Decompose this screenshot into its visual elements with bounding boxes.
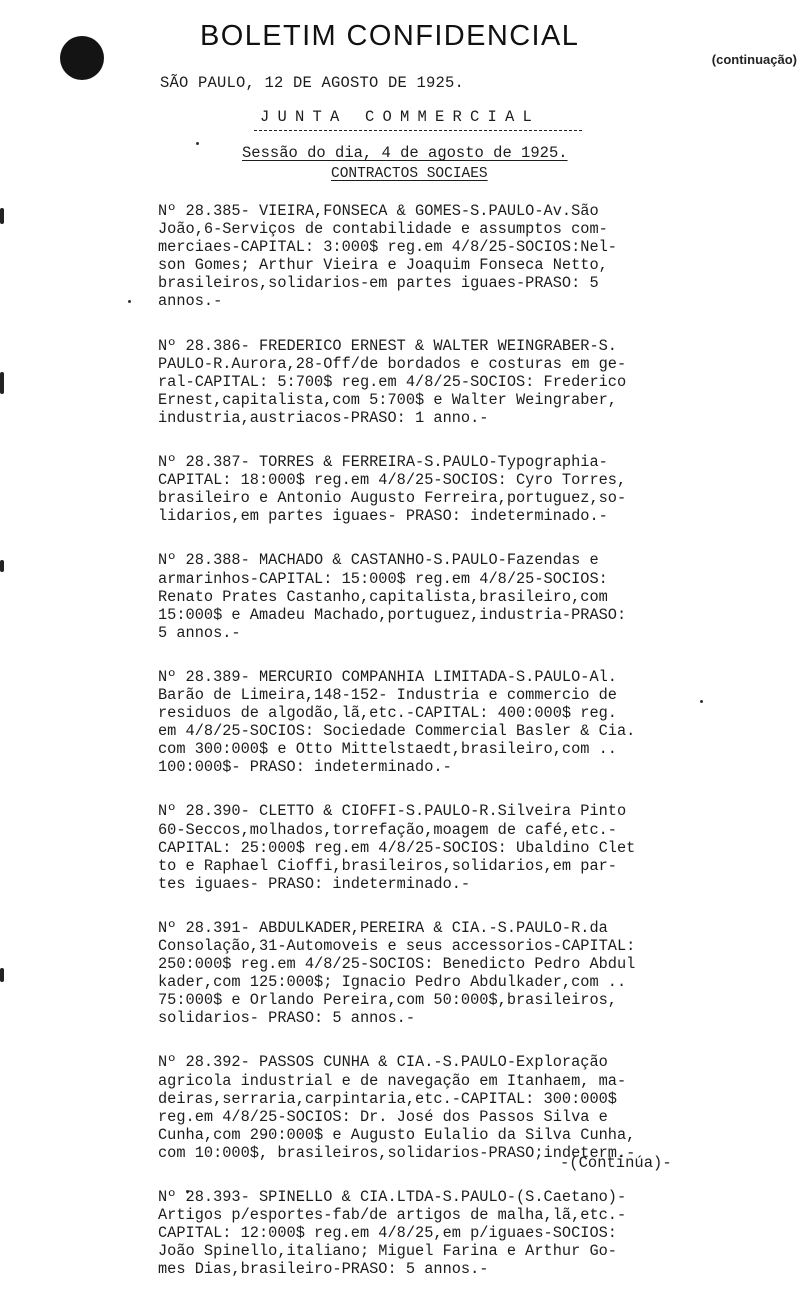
- entry-line: industria,austriacos-PRASO: 1 anno.-: [158, 408, 489, 427]
- entry-line: Artigos p/esportes-fab/de artigos de malha,lã,etc.-: [158, 1206, 627, 1225]
- entry-line: Nº 28.386- FREDERICO ERNEST & WALTER WEINGRABER-S.: [158, 336, 617, 355]
- entry-line: to e Raphael Cioffi,brasileiros,solidarios,em par-: [158, 856, 617, 875]
- section-heading: JUNTA COMMERCIAL: [260, 108, 541, 126]
- list-item: [158, 668, 688, 777]
- entry-line: Nº 28.390- CLETTO & CIOFFI-S.PAULO-R.Silveira Pinto: [158, 802, 627, 821]
- entry-line: son Gomes; Arthur Vieira e Joaquim Fonseca Netto,: [158, 256, 608, 275]
- dateline: SÃO PAULO, 12 DE AGOSTO DE 1925.: [160, 74, 465, 92]
- speck: [700, 700, 703, 703]
- entry-line: brasileiros,solidarios-em partes iguaes-PRASO: 5: [158, 274, 599, 293]
- list-item: [158, 453, 688, 525]
- entry-line: com 10:000$, brasileiros,solidarios-PRASO;indeterm.-: [158, 1143, 636, 1162]
- entry-line: deiras,serraria,carpintaria,etc.-CAPITAL: 300:000$: [158, 1089, 617, 1108]
- entry-line: 75:000$ e Orlando Pereira,com 50:000$,brasileiros,: [158, 991, 617, 1010]
- entry-line: residuos de algodão,lã,etc.-CAPITAL: 400:000$ reg.: [158, 704, 617, 723]
- entry-line: Cunha,com 290:000$ e Augusto Eulalio da Silva Cunha,: [158, 1125, 636, 1144]
- list-item: [158, 1188, 688, 1278]
- edge-mark: [0, 560, 4, 572]
- edge-mark: [0, 372, 4, 394]
- entry-line: Ernest,capitalista,com 5:700$ e Walter Weingraber,: [158, 390, 617, 409]
- entry-line: Nº 28.385- VIEIRA,FONSECA & GOMES-S.PAULO-Av.São: [158, 202, 599, 220]
- continued-footer: -(Continúa)-: [560, 1154, 672, 1172]
- continuation-note: (continuação): [711, 52, 797, 67]
- entries-list: [158, 202, 688, 1305]
- entry-line: Nº 28.393- SPINELLO & CIA.LTDA-S.PAULO-(S.Caetano)-: [158, 1188, 627, 1207]
- entry-line: lidarios,em partes iguaes- PRASO: indeterminado.-: [158, 507, 608, 526]
- list-item: [158, 337, 688, 427]
- entry-line: João Spinello,italiano; Miguel Farina e Arthur Go-: [158, 1242, 617, 1261]
- entry-line: Consolação,31-Automoveis e seus accessorios-CAPITAL:: [158, 937, 636, 955]
- entry-line: PAULO-R.Aurora,28-Off/de bordados e costuras em ge-: [158, 354, 627, 373]
- entry-line: agricola industrial e de navegação em Itanhaem, ma-: [158, 1071, 627, 1090]
- entry-line: 60-Seccos,molhados,torrefação,moagem de café,etc.-: [158, 820, 617, 839]
- entry-line: Nº 28.387- TORRES & FERREIRA-S.PAULO-Typographia-: [158, 453, 608, 472]
- entry-line: Nº 28.389- MERCURIO COMPANHIA LIMITADA-S.PAULO-Al.: [158, 667, 617, 686]
- entry-line: armarinhos-CAPITAL: 15:000$ reg.em 4/8/25-SOCIOS:: [158, 569, 608, 588]
- entry-line: CAPITAL: 25:000$ reg.em 4/8/25-SOCIOS: Ubaldino Clet: [158, 838, 636, 857]
- entry-line: João,6-Serviços de contabilidade e assumptos com-: [158, 220, 608, 239]
- entry-line: kader,com 125:000$; Ignacio Pedro Abdulkader,com ..: [158, 973, 627, 992]
- edge-mark: [0, 968, 4, 982]
- list-item: [158, 802, 688, 892]
- entry-line: Nº 28.388- MACHADO & CASTANHO-S.PAULO-Fazendas e: [158, 551, 599, 570]
- entry-line: Renato Prates Castanho,capitalista,brasileiro,com: [158, 587, 608, 606]
- entry-line: merciaes-CAPITAL: 3:000$ reg.em 4/8/25-SOCIOS:Nel-: [158, 238, 617, 257]
- entry-line: 15:000$ e Amadeu Machado,portuguez,industria-PRASO:: [158, 605, 627, 624]
- entry-line: Barão de Limeira,148-152- Industria e commercio de: [158, 685, 617, 704]
- edge-mark: [0, 208, 4, 224]
- entry-line: em 4/8/25-SOCIOS: Sociedade Commercial Basler & Cia.: [158, 722, 636, 741]
- list-item: [158, 919, 688, 1028]
- entry-line: 5 annos.-: [158, 623, 241, 642]
- entry-line: CAPITAL: 18:000$ reg.em 4/8/25-SOCIOS: Cyro Torres,: [158, 471, 627, 490]
- entry-line: CAPITAL: 12:000$ reg.em 4/8/25,em p/iguaes-SOCIOS:: [158, 1224, 617, 1243]
- document-title: BOLETIM CONFIDENCIAL: [200, 20, 580, 52]
- list-item: [158, 1053, 688, 1162]
- entry-line: solidarios- PRASO: 5 annos.-: [158, 1009, 416, 1028]
- punch-hole: [60, 36, 104, 80]
- entry-line: Nº 28.391- ABDULKADER,PEREIRA & CIA.-S.PAULO-R.da: [158, 918, 608, 937]
- entry-line: ral-CAPITAL: 5:700$ reg.em 4/8/25-SOCIOS: Frederico: [158, 372, 627, 391]
- list-item: [158, 551, 688, 641]
- entry-line: reg.em 4/8/25-SOCIOS: Dr. José dos Passos Silva e: [158, 1107, 608, 1126]
- entry-line: mes Dias,brasileiro-PRASO: 5 annos.-: [158, 1260, 489, 1279]
- entry-line: 100:000$- PRASO: indeterminado.-: [158, 758, 452, 777]
- entry-line: 250:000$ reg.em 4/8/25-SOCIOS: Benedicto Pedro Abdul: [158, 955, 636, 974]
- entry-line: annos.-: [158, 292, 223, 311]
- entry-line: Nº 28.392- PASSOS CUNHA & CIA.-S.PAULO-Exploração: [158, 1053, 608, 1072]
- session-date: Sessão do dia, 4 de agosto de 1925.: [242, 144, 568, 162]
- list-item: [158, 202, 688, 311]
- entry-line: com 300:000$ e Otto Mittelstaedt,brasileiro,com ..: [158, 740, 617, 759]
- section-rule: [254, 130, 582, 131]
- entry-line: tes iguaes- PRASO: indeterminado.-: [158, 874, 471, 893]
- speck: [196, 142, 199, 145]
- subsection-heading: CONTRACTOS SOCIAES: [331, 166, 488, 182]
- speck: [128, 300, 131, 303]
- entry-line: brasileiro e Antonio Augusto Ferreira,portuguez,so-: [158, 489, 627, 508]
